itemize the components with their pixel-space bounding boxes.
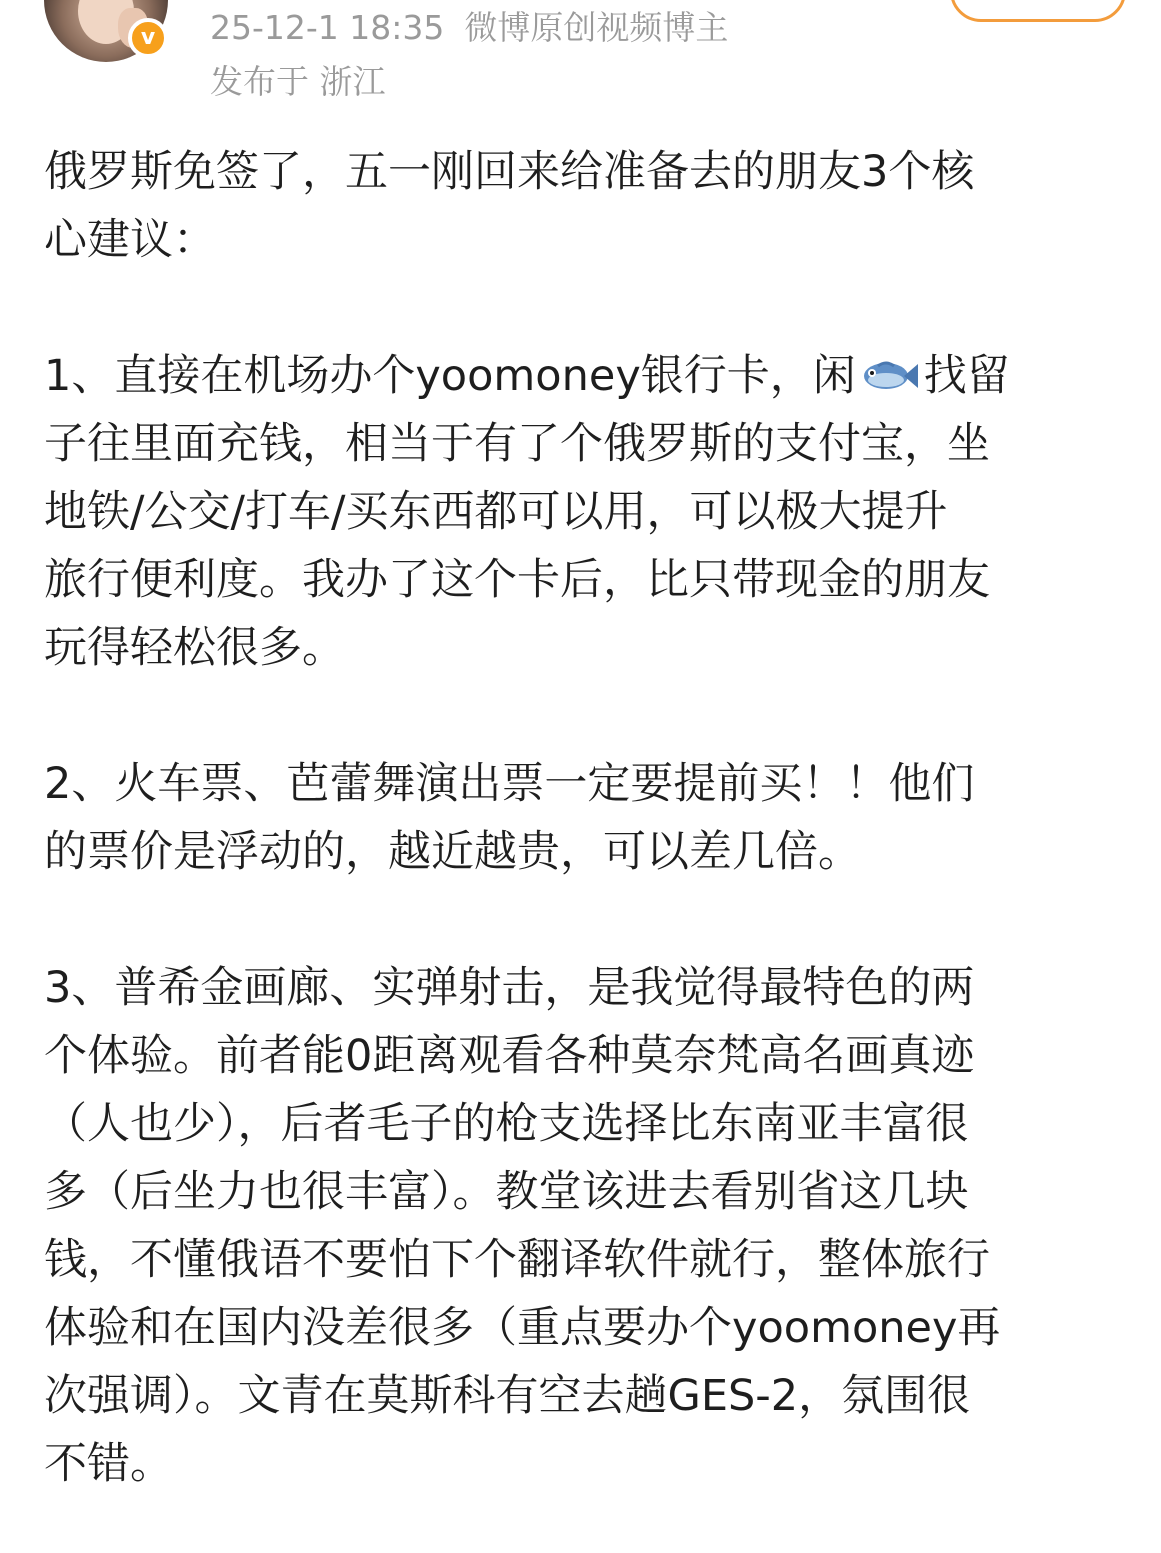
tip3-line: 次强调）。文青在莫斯科有空去趟GES-2，氛围很 bbox=[44, 1371, 971, 1421]
tip3-line: 不错。 bbox=[44, 1439, 173, 1489]
post-content bbox=[44, 138, 1124, 1498]
tip1-text-after-emoji: 找留 bbox=[923, 351, 1010, 401]
post-meta bbox=[210, 8, 728, 48]
author-tag: 微博原创视频博主 bbox=[464, 8, 729, 47]
intro-line: 心建议： bbox=[44, 215, 216, 265]
tip3-line: 个体验。前者能0距离观看各种莫奈梵高名画真迹 bbox=[44, 1031, 975, 1081]
tip3-line: 钱，不懂俄语不要怕下个翻译软件就行，整体旅行 bbox=[44, 1235, 990, 1285]
fish-emoji-icon bbox=[860, 356, 920, 396]
post-timestamp: 25-12-1 18:35 bbox=[210, 8, 445, 47]
paragraph-gap bbox=[44, 886, 1124, 954]
post-location: 发布于 浙江 bbox=[210, 62, 386, 101]
tip3-line: 3、普希金画廊、实弹射击，是我觉得最特色的两 bbox=[44, 963, 975, 1013]
post-header bbox=[0, 0, 1161, 120]
tip1-text-before-emoji: 1、直接在机场办个yoomoney银行卡，闲 bbox=[44, 351, 856, 401]
tip1-line: 玩得轻松很多。 bbox=[44, 623, 345, 673]
tip1-line: 地铁/公交/打车/买东西都可以用，可以极大提升 bbox=[44, 487, 948, 537]
tip2-line: 2、火车票、芭蕾舞演出票一定要提前买！！他们 bbox=[44, 759, 975, 809]
paragraph-gap bbox=[44, 274, 1124, 342]
paragraph-gap bbox=[44, 682, 1124, 750]
verified-badge-icon: v bbox=[128, 18, 168, 58]
tip3-line: 体验和在国内没差很多（重点要办个yoomoney再 bbox=[44, 1303, 1001, 1353]
tip2-line: 的票价是浮动的，越近越贵，可以差几倍。 bbox=[44, 827, 861, 877]
tip1-line bbox=[44, 342, 1124, 410]
tip1-line: 子往里面充钱，相当于有了个俄罗斯的支付宝，坐 bbox=[44, 419, 990, 469]
follow-button[interactable] bbox=[950, 0, 1126, 22]
tip3-line: （人也少），后者毛子的枪支选择比东南亚丰富很 bbox=[44, 1099, 969, 1149]
intro-line: 俄罗斯免签了，五一刚回来给准备去的朋友3个核 bbox=[44, 147, 975, 197]
tip1-line: 旅行便利度。我办了这个卡后，比只带现金的朋友 bbox=[44, 555, 990, 605]
tip3-line: 多（后坐力也很丰富）。教堂该进去看别省这几块 bbox=[44, 1167, 969, 1217]
